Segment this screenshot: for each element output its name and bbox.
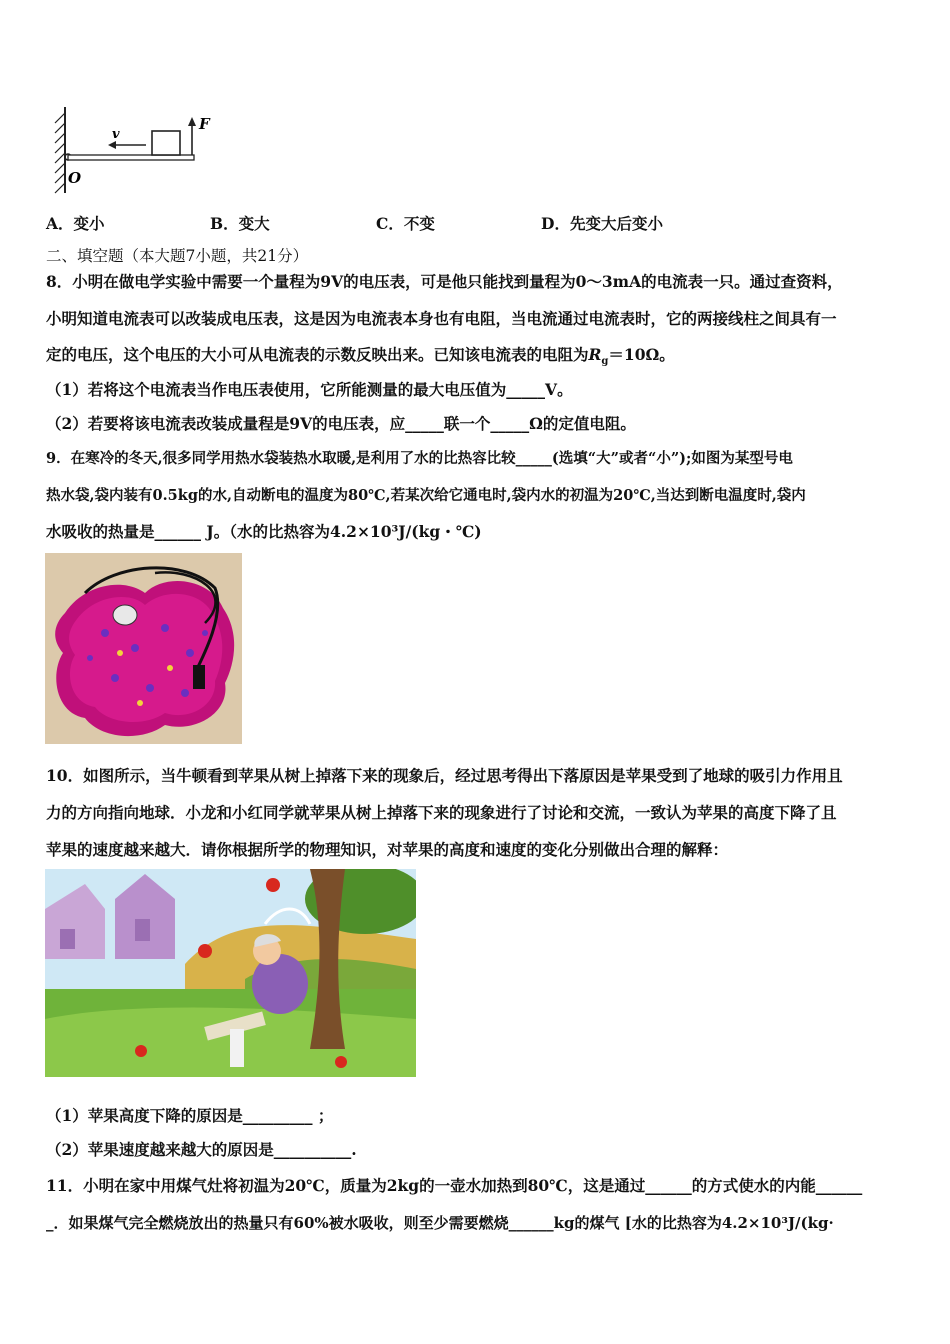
q9-line1: 9．在寒冷的冬天,很多同学用热水袋装热水取暖,是利用了水的比热容比较_____(选填“大”或者“小”);如图为某型号电 <box>46 450 793 467</box>
q11-line2: _．如果煤气完全燃烧放出的热量只有60%被水吸收，则至少需要燃烧______kg的煤气 [水的比热容为4.2×10³J/(kg· <box>46 1214 834 1232</box>
q8-line2: 小明知道电流表可以改装成电压表，这是因为电流表本身也有电阻，当电流通过电流表时，它的两接线柱之间具有一 <box>46 309 837 328</box>
resistor-symbol: R <box>588 345 602 364</box>
q8-sub1: （1）若将这个电流表当作电压表使用，它所能测量的最大电压值为_____V。 <box>46 380 573 399</box>
pivot-label: O <box>68 169 82 187</box>
q8-line3: 定的电压，这个电压的大小可从电流表的示数反映出来。已知该电流表的电阻为$R_g=10\Omega$。 <box>46 345 675 368</box>
q10-sub2: （2）苹果速度越来越大的原因是__________. <box>46 1140 357 1159</box>
hot-water-bag-photo <box>45 553 242 744</box>
q8-sub2: （2）若要将该电流表改装成量程是9V的电压表，应_____联一个_____Ω的定值电阻。 <box>46 414 636 433</box>
q8-line1: 8．小明在做电学实验中需要一个量程为9V的电压表，可是他只能找到量程为0～3mA的电流表一只。通过查资料， <box>46 272 843 291</box>
force-label: F <box>199 115 210 133</box>
lever-diagram <box>40 105 230 200</box>
q10-line2: 力的方向指向地球．小龙和小红同学就苹果从树上掉落下来的现象进行了讨论和交流，一致认为苹果的高度下降了且 <box>46 803 837 822</box>
option-b: B．变大 <box>210 214 270 233</box>
q9-line2: 热水袋,袋内装有0.5kg的水,自动断电的温度为80℃,若某次给它通电时,袋内水的初温为20℃,当达到断电温度时,袋内 <box>46 487 806 504</box>
newton-apple-cartoon <box>45 869 416 1077</box>
resistor-subscript: g <box>601 356 609 368</box>
option-c: C．不变 <box>376 214 435 233</box>
option-a: A．变小 <box>46 214 105 233</box>
q11-line1: 11．小明在家中用煤气灶将初温为20℃，质量为2kg的一壶水加热到80℃，这是通过______的方式使水的内能______ <box>46 1176 863 1195</box>
q10-sub1: （1）苹果高度下降的原因是_________ ； <box>46 1106 334 1125</box>
q10-line1: 10．如图所示，当牛顿看到苹果从树上掉落下来的现象后，经过思考得出下落原因是苹果受到了地球的吸引力作用且 <box>46 766 843 785</box>
q9-line3: 水吸收的热量是______ J。（水的比热容为4.2×10³J/(kg・℃) <box>46 522 482 541</box>
q10-line3: 苹果的速度越来越大．请你根据所学的物理知识，对苹果的高度和速度的变化分别做出合理的解释： <box>46 840 729 859</box>
velocity-label: v <box>112 127 120 142</box>
option-d: D．先变大后变小 <box>541 214 663 233</box>
section-title: 二、填空题（本大题7小题，共21分） <box>46 247 309 265</box>
